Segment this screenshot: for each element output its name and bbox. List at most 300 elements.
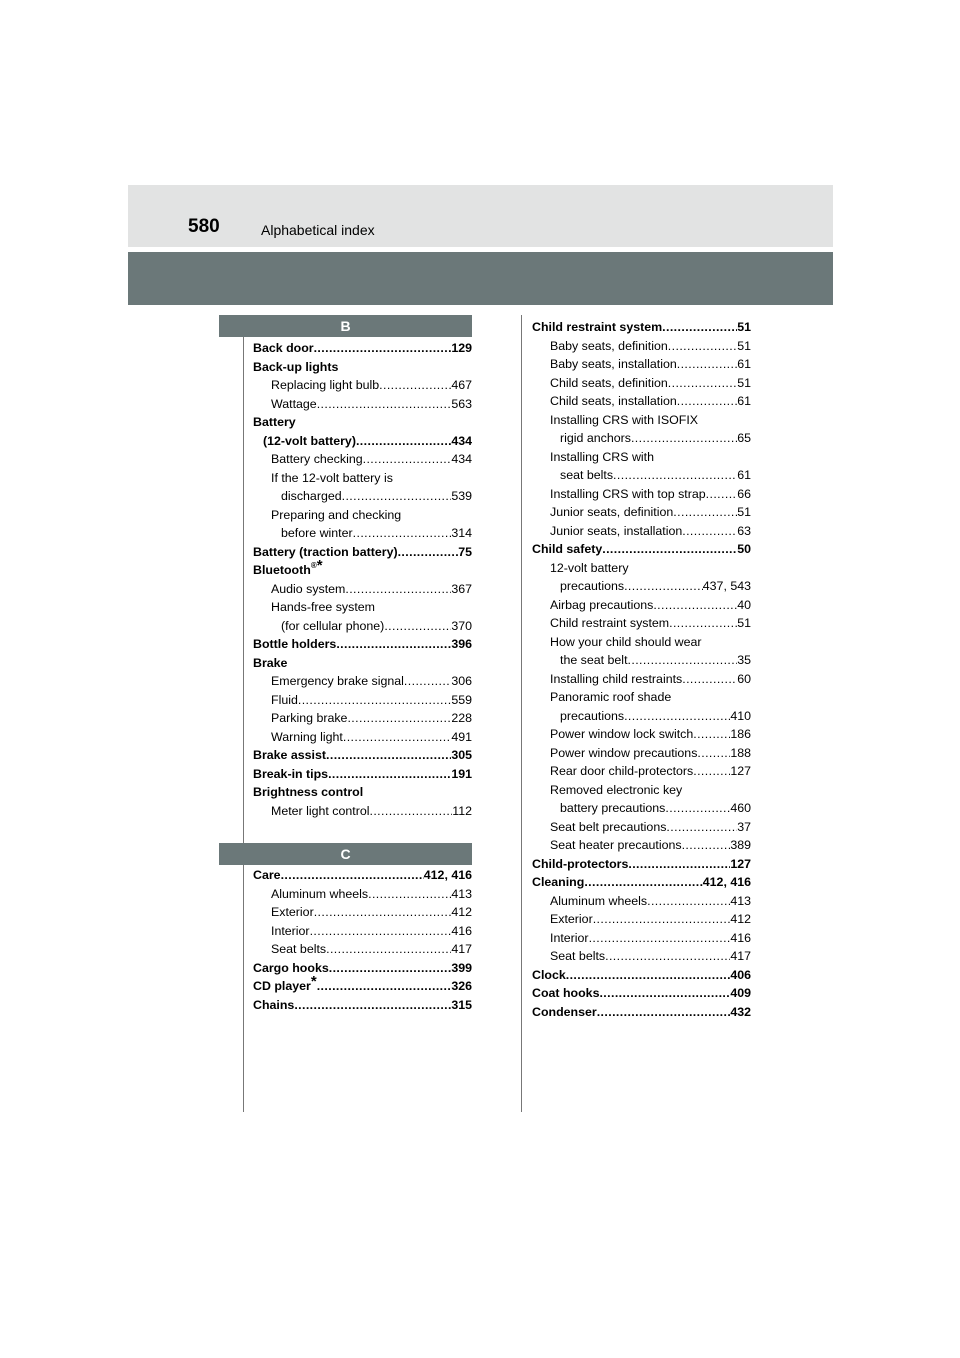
index-entry-text	[550, 355, 677, 374]
index-entry-text	[550, 781, 682, 800]
column-divider-right	[521, 315, 522, 1112]
index-entry-text	[271, 469, 393, 488]
index-entry-text	[550, 929, 589, 948]
index-entry	[253, 543, 472, 562]
dot-leader	[589, 929, 731, 948]
index-entry-label: Coat hooks	[532, 986, 600, 1000]
index-entry	[253, 672, 472, 691]
index-entry-label: Wattage	[271, 396, 317, 411]
index-entry-label: Back-up lights	[253, 359, 339, 374]
dot-leader	[369, 802, 452, 821]
index-entry	[253, 487, 472, 506]
section-header-c: C	[219, 843, 472, 865]
dot-leader	[314, 339, 452, 358]
page-reference: 314	[451, 526, 472, 540]
index-entry	[532, 577, 751, 596]
index-entry-label: Baby seats, installation	[550, 357, 677, 371]
index-entry	[253, 709, 472, 728]
index-entry-label: Chains	[253, 997, 295, 1012]
dot-leader	[345, 580, 451, 599]
index-entry	[532, 633, 751, 652]
index-entry-label: Break-in tips	[253, 766, 329, 781]
index-entry	[532, 651, 751, 670]
page-reference: 491	[451, 729, 472, 744]
page-reference: 60	[737, 671, 751, 686]
index-entry-text	[271, 580, 345, 599]
index-entry-label: Parking brake	[271, 711, 348, 725]
index-entry-label: Hands-free system	[271, 600, 375, 614]
index-entry-label: Aluminum wheels	[271, 886, 369, 901]
index-entry-label: Seat belt precautions	[550, 819, 667, 834]
page-reference: 460	[730, 801, 751, 815]
dot-leader	[593, 910, 731, 929]
index-entry-label: Warning light	[271, 729, 343, 744]
index-entry	[253, 432, 472, 451]
index-entry	[253, 617, 472, 636]
page-reference: 61	[737, 468, 751, 482]
dot-leader	[328, 765, 451, 784]
index-entry-label: Installing CRS with	[550, 449, 654, 464]
index-entry-label: If the 12-volt battery is	[271, 470, 393, 485]
index-entry-text	[550, 836, 682, 855]
index-entry	[532, 762, 751, 781]
index-entry-label: Installing CRS with top strap	[550, 486, 706, 501]
page-reference: 413	[451, 886, 472, 901]
index-entry	[253, 395, 472, 414]
page-reference: 63	[737, 523, 751, 538]
index-entry-label: Interior	[550, 930, 589, 945]
index-entry-text	[532, 873, 584, 892]
index-entry	[532, 337, 751, 356]
index-entry	[253, 866, 472, 885]
index-entry-text	[550, 614, 669, 633]
page-reference: 228	[451, 711, 472, 725]
index-entry	[532, 818, 751, 837]
page-reference: 51	[737, 616, 751, 630]
index-column-b	[253, 339, 472, 820]
index-entry-text	[271, 672, 404, 691]
index-entry	[532, 966, 751, 985]
index-entry-text	[281, 617, 384, 636]
index-entry	[532, 799, 751, 818]
index-entry	[253, 506, 472, 525]
index-entry-text	[253, 959, 329, 978]
index-entry-text	[271, 885, 368, 904]
index-entry-text	[550, 559, 629, 578]
index-entry	[532, 910, 751, 929]
index-entry-label: Child restraint system	[550, 616, 670, 630]
index-entry	[253, 557, 472, 580]
index-entry-label: before winter	[281, 526, 353, 540]
index-entry-text	[532, 540, 602, 559]
header-band	[128, 185, 833, 247]
index-entry-text	[253, 557, 323, 580]
index-entry-text	[550, 725, 693, 744]
index-entry	[532, 374, 751, 393]
index-entry	[532, 503, 751, 522]
dot-leader	[314, 903, 452, 922]
page-reference: 437, 543	[702, 579, 751, 593]
index-entry-label: Preparing and checking	[271, 507, 402, 522]
page-reference: 410	[730, 708, 751, 723]
index-entry-label: Junior seats, definition	[550, 505, 674, 519]
index-entry-text	[550, 522, 682, 541]
index-entry-text	[253, 635, 336, 654]
asterisk-mark: *	[316, 557, 323, 574]
index-entry-text	[532, 1003, 597, 1022]
index-entry-text	[253, 765, 328, 784]
dot-leader	[298, 691, 451, 710]
index-entry-label: Installing CRS with ISOFIX	[550, 412, 699, 427]
index-entry-text	[550, 374, 668, 393]
index-entry-text	[253, 654, 287, 673]
index-entry	[532, 485, 751, 504]
index-entry-label: Panoramic roof shade	[550, 690, 672, 704]
page-reference: 188	[730, 745, 751, 760]
dot-leader	[677, 355, 737, 374]
index-entry-label: Exterior	[271, 905, 314, 919]
dot-leader	[356, 432, 451, 451]
index-entry-text	[253, 746, 326, 765]
dot-leader	[605, 947, 730, 966]
index-entry-label: Back door	[253, 341, 314, 355]
dot-leader	[326, 940, 451, 959]
dot-leader	[682, 836, 731, 855]
dot-leader	[677, 392, 737, 411]
index-entry-label: Exterior	[550, 912, 593, 926]
page-reference: 417	[730, 949, 751, 963]
page-reference: 417	[451, 942, 472, 956]
index-entry-text	[271, 903, 314, 922]
index-entry-text	[271, 598, 375, 617]
dot-leader	[653, 596, 737, 615]
dot-leader	[662, 318, 737, 337]
dot-leader	[384, 617, 451, 636]
page-reference: 326	[451, 979, 472, 993]
index-entry-text	[271, 691, 298, 710]
dot-leader	[624, 577, 703, 596]
page-reference: 389	[730, 838, 751, 852]
index-entry-text	[560, 429, 631, 448]
index-entry	[253, 654, 472, 673]
dot-leader	[647, 892, 730, 911]
index-entry-label: (for cellular phone)	[281, 618, 385, 633]
index-entry	[253, 922, 472, 941]
index-entry-label: battery precautions	[560, 801, 666, 815]
index-entry-text	[550, 762, 693, 781]
index-entry-text	[271, 376, 379, 395]
index-entry	[253, 358, 472, 377]
index-column-right	[532, 318, 751, 1021]
index-entry	[532, 947, 751, 966]
dot-leader	[398, 543, 459, 562]
index-entry	[253, 469, 472, 488]
index-entry-text	[253, 339, 314, 358]
index-entry-label: (12-volt battery)	[263, 433, 356, 448]
index-entry-text	[550, 892, 647, 911]
dot-leader	[669, 614, 737, 633]
dot-leader	[566, 966, 731, 985]
index-entry	[253, 746, 472, 765]
index-entry	[532, 540, 751, 559]
page-reference: 51	[737, 375, 751, 390]
index-entry-label: Brake assist	[253, 748, 327, 762]
dot-leader	[602, 540, 737, 559]
dot-leader	[597, 1003, 731, 1022]
column-divider-left	[243, 337, 244, 1112]
dot-leader	[628, 651, 738, 670]
dot-leader	[693, 762, 730, 781]
index-entry-label: How your child should wear	[550, 634, 702, 649]
index-entry-label: Installing child restraints	[550, 671, 683, 686]
index-entry-label: Junior seats, installation	[550, 523, 683, 538]
index-entry-text	[253, 413, 296, 432]
page-reference: 539	[451, 489, 472, 503]
index-entry	[532, 781, 751, 800]
page-reference: 559	[451, 692, 472, 707]
index-entry-text	[532, 984, 599, 1003]
page-reference: 412	[730, 912, 751, 926]
index-entry-text	[532, 855, 628, 874]
dot-leader	[353, 524, 452, 543]
index-entry-label: Bottle holders	[253, 637, 337, 651]
page-reference: 112	[452, 803, 472, 818]
page-reference: 37	[737, 819, 751, 834]
header-bar	[128, 252, 833, 305]
dot-leader	[363, 450, 452, 469]
dot-leader	[666, 818, 737, 837]
section-header-b: B	[219, 315, 472, 337]
index-entry-label: seat belts	[560, 468, 614, 482]
index-entry	[532, 466, 751, 485]
index-entry-text	[550, 818, 666, 837]
index-entry-text	[281, 524, 353, 543]
index-entry-label: Clock	[532, 967, 566, 982]
dot-leader	[628, 855, 730, 874]
index-entry	[532, 614, 751, 633]
index-entry-label: Care	[253, 868, 281, 882]
index-entry	[532, 836, 751, 855]
index-entry	[532, 744, 751, 763]
index-entry	[253, 903, 472, 922]
index-entry-label: Removed electronic key	[550, 782, 683, 797]
page-reference: 370	[451, 618, 472, 633]
index-entry	[532, 1003, 751, 1022]
page-reference: 306	[451, 674, 472, 688]
asterisk-mark: *	[310, 973, 317, 990]
dot-leader	[329, 959, 452, 978]
index-entry-text	[271, 922, 310, 941]
page-reference: 406	[730, 967, 751, 982]
index-entry	[532, 411, 751, 430]
page-reference: 65	[737, 431, 751, 445]
index-entry-text	[550, 910, 593, 929]
page-reference: 416	[451, 923, 472, 938]
dot-leader	[326, 746, 451, 765]
index-entry-text	[271, 709, 347, 728]
page-reference: 396	[451, 637, 472, 651]
page-reference: 40	[737, 597, 751, 612]
index-entry	[532, 873, 751, 892]
index-entry	[253, 635, 472, 654]
index-entry-label: Child seats, installation	[550, 394, 677, 408]
index-entry-label: Battery (traction battery)	[253, 544, 398, 559]
index-entry-label: Child seats, definition	[550, 375, 668, 390]
page-reference: 305	[451, 748, 472, 762]
index-entry-text	[550, 596, 653, 615]
dot-leader	[697, 744, 730, 763]
index-entry-label: Cleaning	[532, 875, 585, 889]
index-entry	[253, 376, 472, 395]
index-entry-label: 12-volt battery	[550, 560, 629, 575]
index-entry	[253, 691, 472, 710]
index-entry-text	[271, 940, 326, 959]
page-reference: 61	[737, 357, 751, 371]
page-reference: 61	[737, 394, 751, 408]
index-entry-label: Meter light control	[271, 803, 370, 818]
index-entry-text	[271, 395, 317, 414]
index-entry-label: Power window lock switch	[550, 727, 694, 741]
index-entry-text	[550, 670, 682, 689]
index-entry	[532, 929, 751, 948]
index-entry-label: Seat belts	[271, 942, 327, 956]
index-entry-label: rigid anchors	[560, 431, 631, 445]
index-entry-label: Bluetooth	[253, 563, 311, 577]
page-reference: 127	[730, 764, 751, 778]
page-reference: 434	[451, 433, 472, 448]
dot-leader	[347, 709, 451, 728]
index-entry-label: Child safety	[532, 542, 603, 556]
dot-leader	[668, 337, 737, 356]
index-entry	[253, 783, 472, 802]
page-reference: 563	[451, 396, 472, 411]
dot-leader	[584, 873, 702, 892]
index-entry-text	[271, 450, 363, 469]
dot-leader	[665, 799, 730, 818]
index-entry	[253, 802, 472, 821]
index-entry	[253, 765, 472, 784]
page-reference: 412	[451, 905, 472, 919]
dot-leader	[682, 522, 737, 541]
page-reference: 186	[730, 727, 751, 741]
index-entry	[532, 707, 751, 726]
dot-leader	[317, 977, 452, 996]
index-entry-label: Brightness control	[253, 785, 364, 799]
index-entry	[253, 973, 472, 996]
index-entry	[532, 429, 751, 448]
index-entry-label: Baby seats, definition	[550, 338, 668, 353]
page-reference: 412, 416	[702, 875, 751, 889]
dot-leader	[599, 984, 730, 1003]
dot-leader	[624, 707, 730, 726]
page-reference: 413	[730, 893, 751, 908]
index-entry-label: Replacing light bulb	[271, 378, 380, 392]
index-entry-label: Seat belts	[550, 949, 606, 963]
index-entry-text	[253, 996, 294, 1015]
dot-leader	[404, 672, 451, 691]
index-entry-text	[271, 802, 369, 821]
index-entry-label: precautions	[560, 579, 625, 593]
index-entry-text	[271, 728, 343, 747]
dot-leader	[631, 429, 737, 448]
dot-leader	[317, 395, 452, 414]
dot-leader	[336, 635, 451, 654]
index-entry	[253, 940, 472, 959]
index-entry-text	[253, 783, 363, 802]
index-entry-label: Rear door child-protectors	[550, 764, 694, 778]
index-entry	[253, 598, 472, 617]
index-entry-text	[253, 866, 281, 885]
dot-leader	[668, 374, 737, 393]
index-entry-label: Brake	[253, 655, 288, 670]
index-entry-text	[550, 744, 697, 763]
dot-leader	[294, 996, 451, 1015]
index-entry-text	[550, 392, 677, 411]
dot-leader	[310, 922, 452, 941]
index-entry-label: Interior	[271, 923, 310, 938]
dot-leader	[379, 376, 451, 395]
index-entry-label: precautions	[560, 708, 625, 723]
index-entry-label: CD player	[253, 979, 311, 993]
dot-leader	[706, 485, 738, 504]
index-entry-label: Battery checking	[271, 452, 363, 466]
index-entry-label: Aluminum wheels	[550, 893, 648, 908]
page-number: 580	[188, 216, 220, 237]
index-column-c	[253, 866, 472, 1014]
index-entry-text	[253, 973, 317, 996]
index-entry	[253, 959, 472, 978]
index-entry-label: Fluid	[271, 692, 298, 707]
index-entry-label: discharged	[281, 489, 342, 503]
index-entry-text	[560, 466, 613, 485]
index-entry	[532, 892, 751, 911]
index-entry-label: Airbag precautions	[550, 597, 654, 612]
index-entry-text	[532, 318, 662, 337]
page-reference: 127	[730, 856, 751, 871]
index-entry-text	[550, 448, 654, 467]
page-reference: 315	[451, 997, 472, 1012]
index-entry	[532, 355, 751, 374]
index-entry-label: Emergency brake signal	[271, 674, 404, 688]
index-entry-text	[560, 577, 624, 596]
page-reference: 412, 416	[423, 868, 472, 882]
index-entry	[532, 392, 751, 411]
index-entry	[253, 524, 472, 543]
index-entry	[532, 670, 751, 689]
page-reference: 367	[451, 581, 472, 596]
index-entry-text	[550, 633, 702, 652]
dot-leader	[343, 728, 451, 747]
index-entry-label: the seat belt	[560, 653, 628, 667]
index-entry-text	[560, 799, 665, 818]
index-entry	[253, 413, 472, 432]
index-entry	[532, 688, 751, 707]
index-entry-text	[281, 487, 342, 506]
index-entry-label: Audio system	[271, 581, 346, 596]
page-reference: 432	[730, 1004, 751, 1019]
index-entry-text	[560, 707, 624, 726]
page-reference: 51	[737, 505, 751, 519]
page-reference: 416	[730, 930, 751, 945]
index-entry-label: Child restraint system	[532, 320, 663, 334]
page-reference: 35	[737, 653, 751, 667]
index-entry	[253, 450, 472, 469]
dot-leader	[368, 885, 451, 904]
index-entry-text	[263, 432, 356, 451]
dot-leader	[682, 670, 737, 689]
index-entry	[532, 559, 751, 578]
index-entry	[253, 885, 472, 904]
